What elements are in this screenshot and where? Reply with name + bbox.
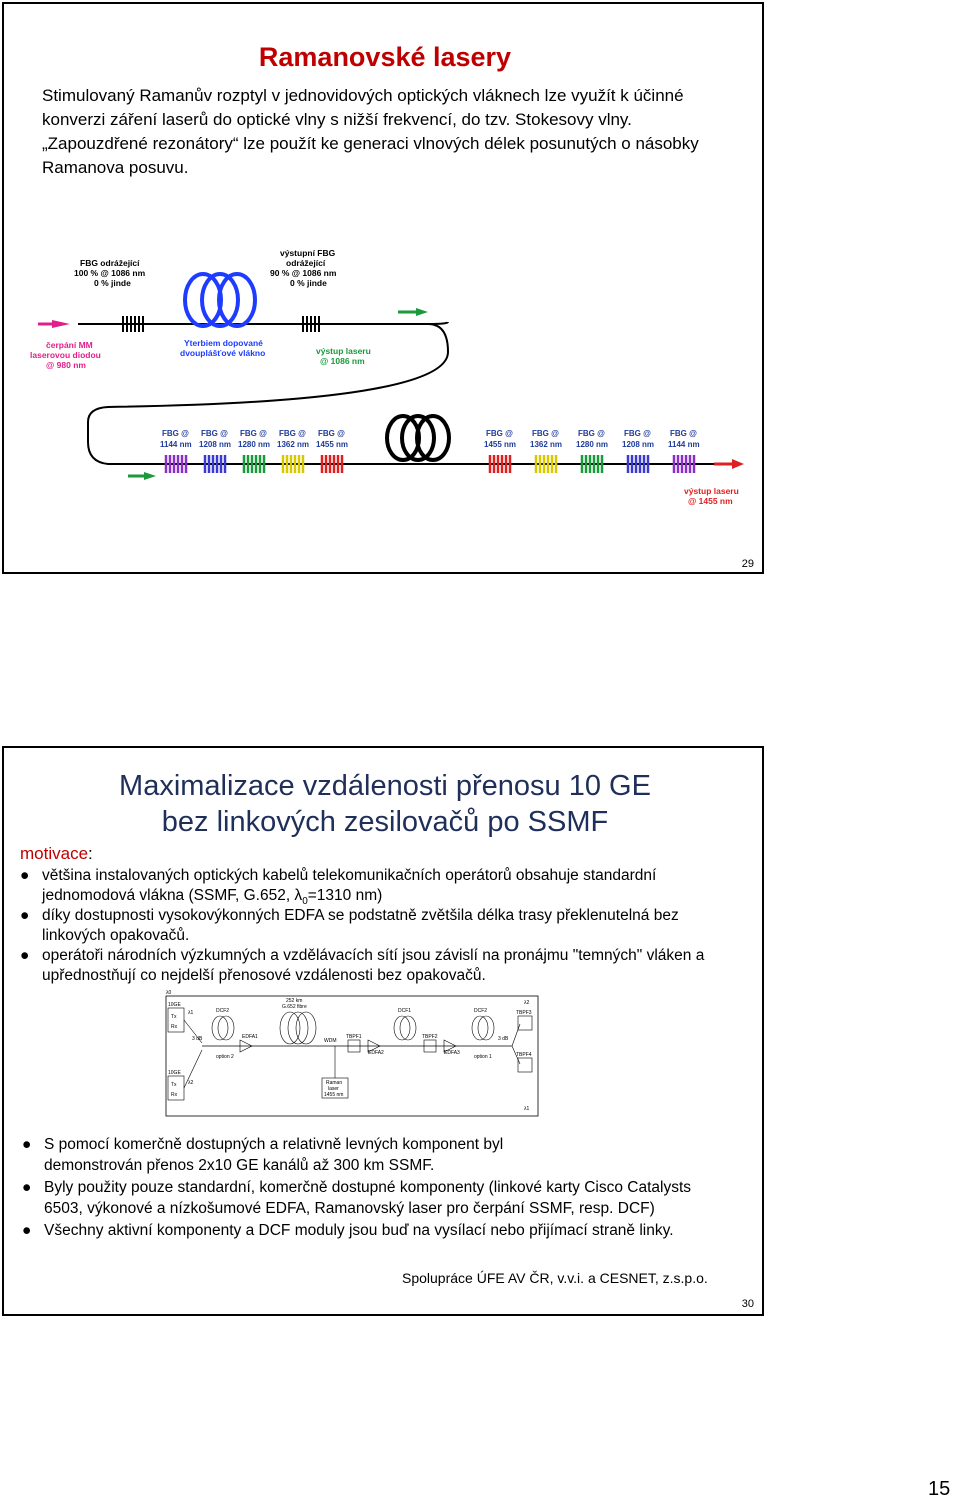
svg-text:option 1: option 1 — [474, 1054, 492, 1060]
fbg-wavelength: 1280 nm — [238, 440, 271, 449]
fbg-group-right — [484, 429, 700, 473]
svg-text:λ1: λ1 — [524, 1106, 530, 1112]
fbg-left-label: FBG odrážející 100 % @ 1086 nm 0 % jinde — [74, 258, 146, 288]
svg-text:TBPF3: TBPF3 — [516, 1010, 532, 1016]
svg-text:Rx: Rx — [171, 1024, 178, 1030]
fbg-label: FBG @ — [279, 429, 306, 438]
slide-title: Ramanovské lasery — [258, 42, 512, 72]
svg-text:λ2: λ2 — [524, 1000, 530, 1006]
result-bullet-2: ● Byly použity pouze standardní, komerčně dostupné komponenty (linkové karty Cisco Catalysts 6503, výkonové a nízkošumové EDFA, Ramanovský laser pro čerpání SSMF, resp. DCF) — [22, 1179, 692, 1217]
svg-text:λ2: λ2 — [188, 1080, 194, 1086]
svg-text:Rx: Rx — [171, 1092, 178, 1098]
svg-text:3 dB: 3 dB — [498, 1036, 509, 1042]
raman-laser-diagram — [28, 242, 748, 510]
svg-text:Tx: Tx — [171, 1082, 177, 1088]
svg-text:DCF2: DCF2 — [474, 1008, 488, 1014]
svg-text:10GE: 10GE — [168, 1070, 181, 1076]
fbg-label: FBG @ — [201, 429, 228, 438]
svg-text:TBPF2: TBPF2 — [422, 1034, 438, 1040]
raman-fiber-coil — [387, 416, 449, 460]
svg-text:WDM: WDM — [324, 1038, 337, 1044]
fbg-label: FBG @ — [578, 429, 605, 438]
fbg-wavelength: 1144 nm — [668, 440, 700, 449]
fbg-wavelength: 1455 nm — [316, 440, 349, 449]
svg-text:DCF1: DCF1 — [398, 1008, 412, 1014]
yb-fiber-label: Yterbiem dopované dvouplášťové vlákno — [180, 338, 266, 358]
fbg-wavelength: 1455 nm — [484, 440, 517, 449]
pump-arrow — [52, 320, 70, 328]
fbg-label: FBG @ — [532, 429, 559, 438]
svg-text:EDFA1: EDFA1 — [242, 1034, 258, 1040]
fbg-label: FBG @ — [162, 429, 189, 438]
bullet-1: ● většina instalovaných optických kabelů telekomunikačních operátorů obsahuje standardní jednomodová vlákna (SSMF, G.652, $\lambda_0=1310$ nm) — [20, 867, 657, 908]
motivace-label: motivace: — [20, 844, 93, 863]
fiber-top — [78, 322, 448, 324]
svg-text:TBPF4: TBPF4 — [516, 1052, 532, 1058]
fbg-right-label: výstupní FBG odrážející 90 % @ 1086 nm 0 % jinde — [270, 248, 337, 288]
svg-text:λ1: λ1 — [188, 1010, 194, 1016]
svg-text:Raman: Raman — [326, 1080, 343, 1086]
slide-number: 29 — [741, 558, 754, 570]
title-line-1: Maximalizace vzdálenosti přenosu 10 GE — [119, 770, 651, 802]
svg-text:G.652 fibre: G.652 fibre — [282, 1004, 307, 1010]
transmission-setup-diagram — [162, 988, 542, 1120]
fbg-label: FBG @ — [624, 429, 651, 438]
svg-text:EDFA3: EDFA3 — [444, 1050, 460, 1056]
fbg-wavelength: 1208 nm — [622, 440, 655, 449]
title-line-2: bez linkových zesilovačů po SSMF — [161, 806, 609, 838]
output1-label: výstup laseru @ 1086 nm — [316, 346, 371, 366]
slide-title — [4, 768, 766, 840]
fbg-group-left — [160, 429, 348, 473]
fbg-label: FBG @ — [240, 429, 267, 438]
fbg-wavelength: 1362 nm — [530, 440, 563, 449]
svg-text:TBPF1: TBPF1 — [346, 1034, 362, 1040]
svg-text:3 dB: 3 dB — [192, 1036, 203, 1042]
fbg-wavelength: 1144 nm — [160, 440, 192, 449]
page-number: 15 — [928, 1478, 951, 1500]
yb-fiber-coil — [185, 274, 255, 326]
svg-text:EDFA2: EDFA2 — [368, 1050, 384, 1056]
fbg-wavelength: 1208 nm — [199, 440, 232, 449]
output2-label: výstup laseru @ 1455 nm — [684, 486, 739, 506]
result-bullet-3: ● Všechny aktivní komponenty a DCF moduly jsou buď na vysílací nebo přijímací straně linky. — [22, 1222, 674, 1239]
slide-number: 30 — [741, 1298, 754, 1310]
bullet-2: ● díky dostupnosti vysokovýkonných EDFA se podstatně zvětšila délka trasy překlenutelná bez linkových opakovačů. — [20, 907, 679, 944]
slide-paragraph: Stimulovaný Ramanův rozptyl v jednovidových optických vláknech lze využít k účinné konverzi záření laserů do optické vlny s nižší frekvencí, do tzv. Stokesovy vlny. „Zapouzdřené rezonátory“ lze použít ke generaci vlnových délek posunutých o násobky Ramanova posuvu. — [42, 86, 699, 177]
svg-text:option 2: option 2 — [216, 1054, 234, 1060]
svg-text:252 km: 252 km — [286, 998, 303, 1004]
result-bullet-1: ● S pomocí komerčně dostupných a relativně levných komponent byl demonstrován přenos 2x10 GE kanálů až 300 km SSMF. — [22, 1136, 504, 1174]
fbg-label: FBG @ — [318, 429, 345, 438]
fbg-wavelength: 1280 nm — [576, 440, 609, 449]
svg-text:DCF2: DCF2 — [216, 1008, 230, 1014]
fbg-label: FBG @ — [486, 429, 513, 438]
pump-label: čerpání MM laserovou diodou @ 980 nm — [30, 340, 101, 370]
slide-29 — [2, 2, 764, 574]
footer-credit: Spolupráce ÚFE AV ČR, v.v.i. a CESNET, z.s.p.o. — [402, 1270, 708, 1286]
slide-30 — [2, 746, 764, 1316]
fbg-label: FBG @ — [670, 429, 697, 438]
bullet-3: ● operátoři národních výzkumných a vzdělávacích sítí jsou závislí na pronájmu "temných" vláken a upřednostňují co nejdelší přenosové vzdálenosti bez opakovačů. — [20, 947, 705, 984]
svg-text:Tx: Tx — [171, 1014, 177, 1020]
svg-text:laser: laser — [328, 1086, 339, 1092]
svg-text:1455 nm: 1455 nm — [324, 1092, 344, 1098]
fbg-wavelength: 1362 nm — [277, 440, 310, 449]
svg-text:λ0: λ0 — [166, 990, 172, 996]
svg-text:10GE: 10GE — [168, 1002, 181, 1008]
